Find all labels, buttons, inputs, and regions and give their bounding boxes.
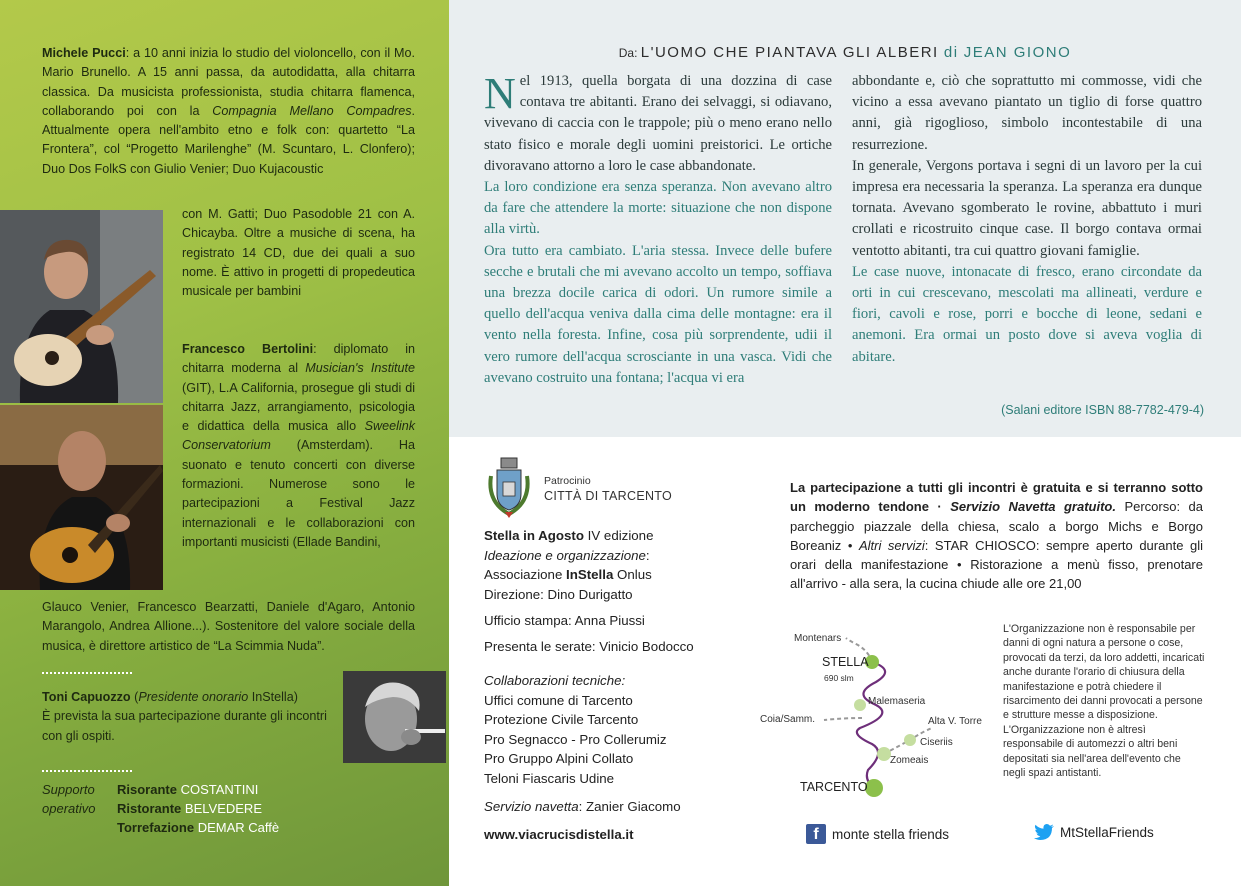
collab-item: Pro Gruppo Alpini Collato bbox=[484, 751, 634, 767]
bio-pucci: Michele Pucci: a 10 anni inizia lo studio del violoncello, con il Mo. Mario Brunello. A 15 anni passa, da autodidatta, alla chitarra classica. Da musicista professionista, studia chitarra flamenca, collaborando poi con la Compagnia Mellano Compadres. Attualmente opera nell'ambito etno e folk con: quartetto “La Frontera”, col “Progetto Marilenghe” (M. Scuntaro, L. Clonfero); Duo Dos FolkS con Giulio Venier; Duo Kujacoustic bbox=[42, 46, 416, 176]
excerpt-col-2: abbondante e, ciò che soprattutto mi commosse, vidi che vicino a essa avevano piantato un tiglio di forse quattro anni, già rigoglioso, simbolo incontestabile di una resurrezione. In generale, Vergons portava i segni di un lavoro per la cui impresa era necessaria la speranza. La speranza era dunque tornata. Avevano sgomberato le rovine, abbattuto i muri crollati e ricostruito cinque case. Il borgo contava ormai ventotto abitanti, tra cui quattro giovani famiglie. Le case nuove, intonacate di fresco, erano circondate da orti in cui crescevano, mescolati ma allineati, verdure e fiori, cavoli e rose, porri e bocche di leone, sedani e anemoni. Era ormai un posto dove si aveva voglia di abitare. bbox=[852, 73, 1202, 365]
collab-item: Pro Segnacco - Pro Collerumiz bbox=[484, 731, 667, 747]
website-link[interactable]: www.viacrucisdistella.it bbox=[484, 827, 634, 842]
facebook-icon: f bbox=[806, 824, 826, 844]
bio-pucci-cont: con M. Gatti; Duo Pasodoble 21 con A. Chicayba. Oltre a musiche di scena, ha registrato 14 CD, due dei quali a suo nome. È attivo in progetti di propedeutica musicale per bambini bbox=[182, 207, 415, 299]
map-label: Malemaseria bbox=[868, 696, 926, 707]
collab-item: Protezione Civile Tarcento bbox=[484, 712, 639, 728]
excerpt-title: Da: L'UOMO CHE PIANTAVA GLI ALBERI di JEAN GIONO bbox=[618, 44, 1072, 61]
citation: (Salani editore ISBN 88-7782-479-4) bbox=[1001, 403, 1204, 417]
coat-of-arms-icon bbox=[483, 452, 535, 518]
collab-item: Teloni Fiascaris Udine bbox=[484, 770, 615, 786]
org-presenter: Presenta le serate: Vinicio Bodocco bbox=[484, 639, 694, 654]
support-item: Ristorante BELVEDERE bbox=[117, 801, 262, 816]
map-label: Montenars bbox=[794, 633, 842, 644]
info-text: La partecipazione a tutti gli incontri è gratuita e si terranno sotto un moderno tendone · Servizio Navetta gratuito. Percorso: da parcheggio piazzale della chiesa, scalo a borgo Michs e Borgo Boreaniz • Altri servizi: STAR CHIOSCO: sempre aperto durante gli orari della manifestazione • Ristorazione a menù fisso, prenotare all'arrivo - alla sera, la cucina chiude alle ore 21,00 bbox=[790, 480, 1203, 592]
bio-bertolini: Francesco Bertolini: diplomato in chitarra moderna al Musician's Institute (GIT), L.A California, prosegue gli studi di chitarra Jazz, arrangiamento, psicologia e didattica della musica allo Sweelink Conservatorium (Amsterdam). Ha suonato e tenuto concerti con diverse formazioni. Numerose sono le partecipazioni a Festival Jazz internazionali e le collaborazioni con importanti musicisti (Ellade Bandini, bbox=[182, 342, 416, 549]
route-map bbox=[756, 620, 996, 800]
divider-dotted-2 bbox=[42, 770, 132, 772]
photo-pucci bbox=[0, 210, 163, 403]
map-label: Alta V. Torre bbox=[928, 716, 982, 727]
twitter-link[interactable]: MtStellaFriends bbox=[1034, 824, 1154, 840]
excerpt-col-1: Nel 1913, quella borgata di una dozzina di case contava tre abitanti. Erano dei selvaggi, si odiavano, vivevano di caccia con le trappole; più o meno erano nello stato fisico e morale degli uomini preistorici. Le ortiche divoravano attorno a loro le case abbandonate. La loro condizione era senza speranza. Non avevano altro da fare che attendere la morte: situazione che non dispone alla virtù. Ora tutto era cambiato. L'aria stessa. Invece delle bufere secche e brutali che mi avevano accolto un tempo, soffiava una brezza docile carica di odori. Un rumore simile a quello dell'acqua veniva dalla cima delle montagne: era il vento nella foresta. Infine, cosa più sorprendente, udii il vero rumore dell'acqua scrosciante in una vasca. Vidi che avevano costruito una fontana; l'acqua vi era bbox=[484, 69, 832, 386]
map-label: TARCENTO bbox=[800, 780, 868, 794]
org-press: Ufficio stampa: Anna Piussi bbox=[484, 613, 645, 628]
support-item: Risorante COSTANTINI bbox=[117, 782, 259, 797]
photo-bertolini bbox=[0, 405, 163, 590]
patron: Patrocinio CITTÀ DI TARCENTO bbox=[544, 475, 673, 503]
org-shuttle: Servizio navetta: Zanier Giacomo bbox=[484, 799, 681, 814]
map-label: Ciseriis bbox=[920, 737, 953, 748]
dropcap: N bbox=[484, 69, 516, 118]
map-label: Coia/Samm. bbox=[760, 714, 816, 725]
support-label: Supporto operativo bbox=[42, 782, 96, 816]
disclaimer: L'Organizzazione non è responsabile per danni di ogni natura a persone o cose, provocati da terzi, da loro addetti, incaricati anche durante l'orario di chiusura della manifestazione e potrà chiedere il risarcimento dei danni provocati a persone e strutture messe a disposizione. L'Organizzazione non è altresì responsabile di automezzi o altri beni depositati sia nell'area dell'evento che negli spazi antistanti. bbox=[1003, 623, 1205, 780]
map-label: STELLA bbox=[822, 655, 869, 669]
divider-dotted bbox=[42, 672, 132, 674]
org-block: Stella in Agosto IV edizione Ideazione e organizzazione: Associazione InStella Onlus Direzione: Dino Durigatto bbox=[484, 528, 654, 602]
twitter-icon bbox=[1034, 824, 1054, 840]
map-label: Zomeais bbox=[890, 755, 929, 766]
collab-item: Uffici comune di Tarcento bbox=[484, 692, 633, 708]
bio-capuozzo: Toni Capuozzo (Presidente onorario InStella) È prevista la sua partecipazione durante gli incontri con gli ospiti. bbox=[42, 690, 327, 743]
photo-capuozzo bbox=[343, 671, 446, 763]
support-list bbox=[117, 780, 279, 837]
bio-bertolini-cont: Glauco Venier, Francesco Bearzatti, Daniele d'Agaro, Antonio Marangolo, Andrea Allione...). Sostenitore del valore sociale della musica, è direttore artistico de “La Scimmia Nuda”. bbox=[42, 600, 415, 653]
map-label: 690 slm bbox=[824, 673, 854, 683]
org-collabs: Collaborazioni tecniche: Uffici comune di Tarcento Protezione Civile Tarcento Pro Segnacco - Pro Collerumiz Pro Gruppo Alpini Collato Teloni Fiascaris Udine bbox=[484, 671, 667, 789]
facebook-link[interactable]: f monte stella friends bbox=[806, 824, 949, 844]
support-item: Torrefazione DEMAR Caffè bbox=[117, 820, 280, 835]
